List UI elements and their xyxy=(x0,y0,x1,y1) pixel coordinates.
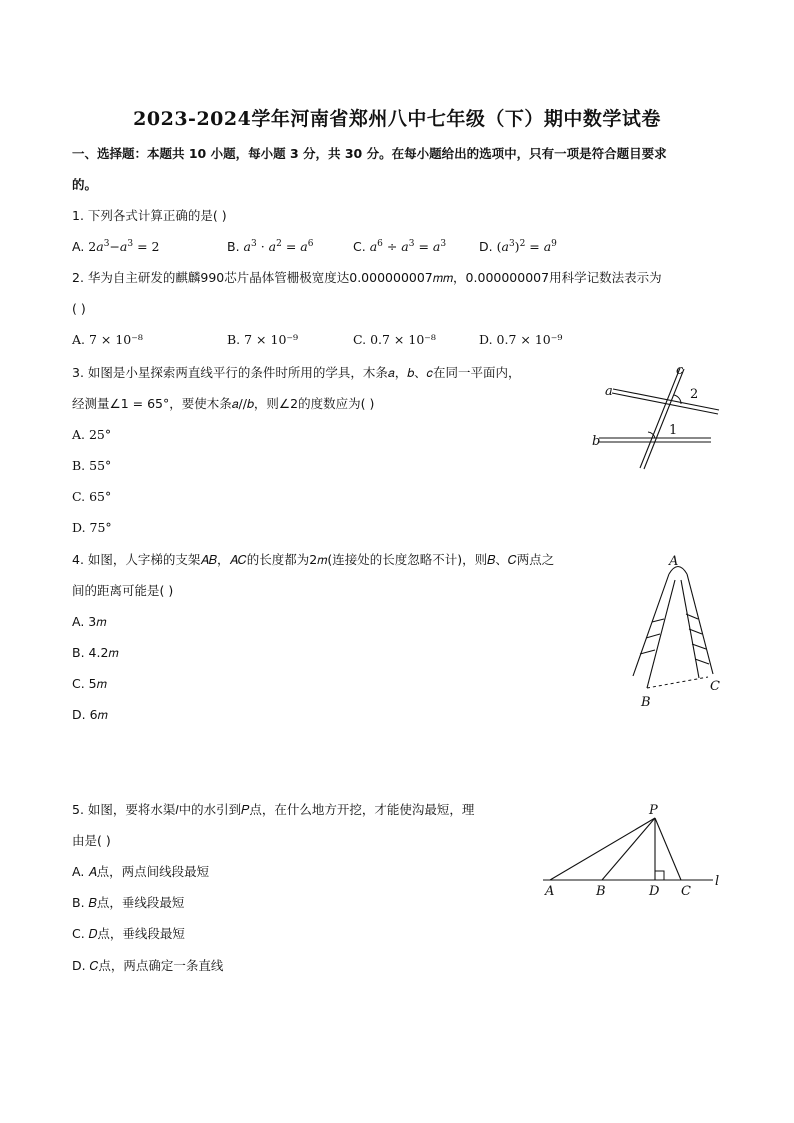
q1-stem: 1. 下列各式计算正确的是( ) xyxy=(72,208,227,223)
q4-stem: 4. 如图，人字梯的支架𝐴𝐵，𝐴𝐶的长度都为2𝑚(连接处的长度忽略不计)，则𝐵、𝐶两点之 xyxy=(72,552,555,567)
right-angle-mark xyxy=(655,871,664,880)
q5-option-d: D. 𝐶点，两点确定一条直线 xyxy=(72,958,224,973)
segment-bc-dashed xyxy=(647,677,708,688)
q2-option-c: C. 0.7 × 10⁻⁸ xyxy=(353,332,436,347)
q5-stem: 5. 如图，要将水渠𝑙中的水引到𝑃点，在什么地方开挖，才能使沟最短，理 xyxy=(72,802,475,817)
section-heading: 一、选择题：本题共 10 小题，每小题 3 分，共 30 分。在每小题给出的选项中，只有一项是符合题目要求 xyxy=(72,146,667,161)
q4-option-d: D. 6𝑚 xyxy=(72,707,108,722)
q4-stem-cont: 间的距离可能是( ) xyxy=(72,583,174,598)
q2-stem: 2. 华为自主研发的麒麟990芯片晶体管栅极宽度达0.000000007𝑚𝑚，0.000000007用科学记数法表示为 xyxy=(72,270,662,285)
q1-option-c-label: C. xyxy=(353,239,366,254)
label-C: C xyxy=(681,884,691,899)
q4-option-c: C. 5𝑚 xyxy=(72,676,107,691)
q1-option-c: C. $a^6 \div a^3 = a^3$ xyxy=(353,239,447,254)
section-heading-cont: 的。 xyxy=(72,177,98,192)
q5-stem-cont: 由是( ) xyxy=(72,833,111,848)
q1-option-b-label: B. xyxy=(227,239,240,254)
q3-option-b: B. 55° xyxy=(72,458,112,473)
page-title: 2023-2024学年河南省郑州八中七年级（下）期中数学试卷 xyxy=(133,108,661,130)
label-b: b xyxy=(592,434,601,449)
segment-PA xyxy=(550,818,655,880)
label-B: B xyxy=(596,884,606,899)
q2-stem-cont: ( ) xyxy=(72,301,86,316)
q3-figure-parallel-sticks xyxy=(585,360,720,475)
q1-option-d: D. $(a^3)^2 = a^9$ xyxy=(479,239,557,254)
label-D: D xyxy=(649,884,660,899)
q3-option-d: D. 75° xyxy=(72,520,112,535)
q3-stem: 3. 如图是小星探索两直线平行的条件时所用的学具，木条𝑎，𝑏、𝑐在同一平面内， xyxy=(72,365,521,380)
label-B: B xyxy=(641,695,651,710)
label-angle-1: 1 xyxy=(669,423,678,438)
segment-PB xyxy=(602,818,655,880)
q2-option-a: A. 7 × 10⁻⁸ xyxy=(72,332,143,347)
q3-option-c: C. 65° xyxy=(72,489,112,504)
q2-option-d: D. 0.7 × 10⁻⁹ xyxy=(479,332,563,347)
q1-option-d-label: D. xyxy=(479,239,493,254)
label-A: A xyxy=(545,884,555,899)
label-angle-2: 2 xyxy=(690,387,699,402)
q4-figure-ladder xyxy=(620,550,730,710)
q1-option-a: A. $2a^3-a^3 = 2$ xyxy=(72,239,160,254)
q2-option-b: B. 7 × 10⁻⁹ xyxy=(227,332,299,347)
q4-option-b: B. 4.2𝑚 xyxy=(72,645,119,660)
q3-stem-cont: 经测量∠1 = 65°，要使木条𝑎//𝑏，则∠2的度数应为( ) xyxy=(72,396,375,411)
q5-option-c: C. 𝐷点，垂线段最短 xyxy=(72,926,185,941)
q5-option-a: A. 𝐴点，两点间线段最短 xyxy=(72,864,210,879)
q5-option-b: B. 𝐵点，垂线段最短 xyxy=(72,895,185,910)
stick-a xyxy=(612,389,719,414)
stick-c xyxy=(640,368,684,469)
label-c: c xyxy=(676,363,684,378)
q1-option-a-label: A. xyxy=(72,239,85,254)
label-P: P xyxy=(649,803,658,818)
label-A: A xyxy=(669,554,679,569)
label-a: a xyxy=(605,384,613,399)
q3-option-a: A. 25° xyxy=(72,427,112,442)
label-C: C xyxy=(710,679,720,694)
q1-option-b: B. $a^3 \cdot a^2 = a^6$ xyxy=(227,239,314,254)
q5-figure-canal xyxy=(535,800,730,900)
ladder-leg-ac-outer xyxy=(687,574,713,674)
label-l: l xyxy=(715,874,720,889)
q4-option-a: A. 3𝑚 xyxy=(72,614,107,629)
